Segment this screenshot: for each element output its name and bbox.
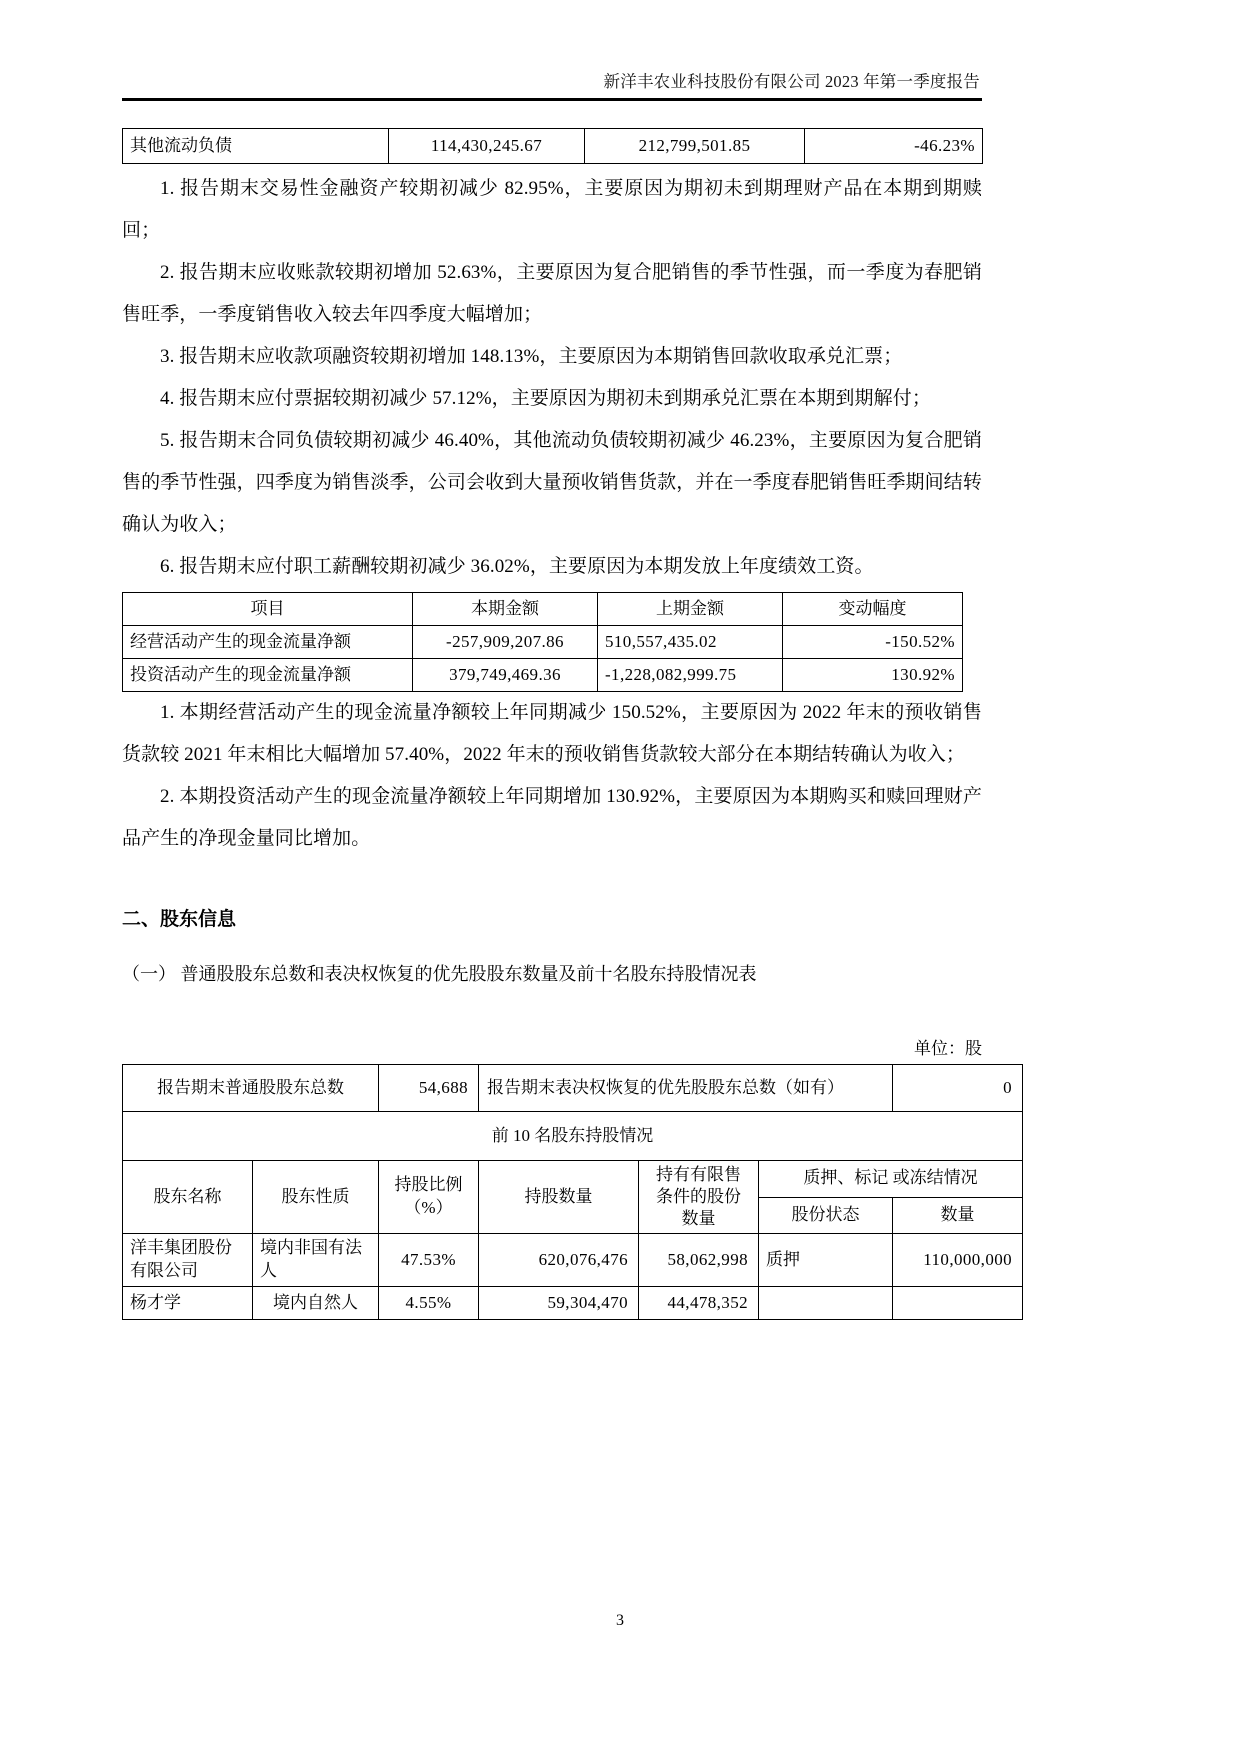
cashflow-note-2: 2. 本期投资活动产生的现金流量净额较上年同期增加 130.92%，主要原因为本期购买和赎回理财产品产生的净现金量同比增加。 bbox=[122, 786, 982, 849]
header-restricted-shares bbox=[639, 1161, 759, 1234]
cell-name-line2: 有限公司 bbox=[130, 1261, 198, 1281]
cell-previous-amount: 510,557,435.02 bbox=[598, 626, 783, 659]
header-change-rate: 变动幅度 bbox=[783, 593, 963, 626]
cell-nature-line2: 人 bbox=[260, 1261, 277, 1281]
spacer bbox=[122, 940, 982, 954]
header-holding-ratio-line1: 持股比例 bbox=[394, 1175, 463, 1195]
cell-holding-quantity: 620,076,476 bbox=[479, 1234, 639, 1287]
cell-shareholder-nature bbox=[253, 1234, 379, 1287]
subsection-heading: （一） 普通股股东总数和表决权恢复的优先股股东数量及前十名股东持股情况表 bbox=[122, 964, 757, 984]
cell-item: 经营活动产生的现金流量净额 bbox=[123, 626, 413, 659]
cell-share-status bbox=[759, 1287, 893, 1320]
cell-change-rate: -46.23% bbox=[805, 129, 983, 164]
cell-shareholder-name bbox=[123, 1234, 253, 1287]
spacer bbox=[122, 994, 982, 1034]
value-common-shareholders: 54,688 bbox=[379, 1065, 479, 1112]
value-preferred-shareholders: 0 bbox=[893, 1065, 1023, 1112]
header-holding-ratio bbox=[379, 1161, 479, 1234]
cell-share-status: 质押 bbox=[759, 1234, 893, 1287]
header-pledge-amount: 数量 bbox=[893, 1197, 1023, 1234]
header-divider bbox=[122, 98, 982, 101]
label-preferred-shareholders: 报告期末表决权恢复的优先股股东总数（如有） bbox=[479, 1065, 893, 1112]
table-header-row bbox=[123, 593, 963, 626]
cell-previous-amount: -1,228,082,999.75 bbox=[598, 659, 783, 692]
cell-change-rate: 130.92% bbox=[783, 659, 963, 692]
cell-holding-ratio: 4.55% bbox=[379, 1287, 479, 1320]
cell-pledge-amount bbox=[893, 1287, 1023, 1320]
cell-item: 其他流动负债 bbox=[123, 129, 389, 164]
header-holding-quantity: 持股数量 bbox=[479, 1161, 639, 1234]
cell-nature-line1: 境内非国有法 bbox=[260, 1238, 362, 1258]
cell-restricted-shares: 44,478,352 bbox=[639, 1287, 759, 1320]
cashflow-notes-block bbox=[122, 692, 982, 860]
balance-note-4: 4. 报告期末应付票据较期初减少 57.12%，主要原因为期初未到期承兑汇票在本期到期解付； bbox=[160, 388, 931, 409]
cell-shareholder-name: 杨才学 bbox=[123, 1287, 253, 1320]
header-restricted-line3: 数量 bbox=[681, 1209, 716, 1229]
cell-name-line1: 洋丰集团股份 bbox=[130, 1238, 232, 1258]
cell-previous-amount: 212,799,501.85 bbox=[585, 129, 805, 164]
header-item: 项目 bbox=[123, 593, 413, 626]
top10-title-row bbox=[123, 1112, 1023, 1161]
label-common-shareholders: 报告期末普通股股东总数 bbox=[123, 1065, 379, 1112]
cell-current-amount: -257,909,207.86 bbox=[413, 626, 598, 659]
header-share-status: 股份状态 bbox=[759, 1197, 893, 1234]
balance-note-3: 3. 报告期末应收款项融资较期初增加 148.13%，主要原因为本期销售回款收取承兑汇票； bbox=[160, 346, 903, 367]
shareholder-summary-row bbox=[123, 1065, 1023, 1112]
table-row bbox=[123, 1287, 1023, 1320]
continued-balance-table bbox=[122, 128, 983, 164]
unit-note: 单位：股 bbox=[914, 1039, 982, 1058]
top10-title: 前 10 名股东持股情况 bbox=[123, 1112, 1023, 1161]
cell-holding-ratio: 47.53% bbox=[379, 1234, 479, 1287]
table-row bbox=[123, 129, 983, 164]
cashflow-note-1: 1. 本期经营活动产生的现金流量净额较上年同期减少 150.52%，主要原因为 2022 年末的预收销售货款较 2021 年末相比大幅增加 57.40%，2022 年末的预收销售货款较大部分在本期结转确认为收入； bbox=[122, 702, 982, 765]
table-row bbox=[123, 626, 963, 659]
spacer bbox=[122, 860, 982, 900]
cell-shareholder-nature: 境内自然人 bbox=[253, 1287, 379, 1320]
shareholder-header-row-1 bbox=[123, 1161, 1023, 1198]
header-restricted-line1: 持有有限售 bbox=[656, 1165, 741, 1184]
cell-pledge-amount: 110,000,000 bbox=[893, 1234, 1023, 1287]
table-row bbox=[123, 1234, 1023, 1287]
header-previous-amount: 上期金额 bbox=[598, 593, 783, 626]
header-shareholder-name: 股东名称 bbox=[123, 1161, 253, 1234]
page-content bbox=[122, 128, 1013, 1320]
header-current-amount: 本期金额 bbox=[413, 593, 598, 626]
balance-notes-block bbox=[122, 168, 982, 588]
page-number: 3 bbox=[616, 1612, 624, 1629]
section-heading-shareholder-info: 二、股东信息 bbox=[122, 909, 237, 930]
cell-current-amount: 379,749,469.36 bbox=[413, 659, 598, 692]
balance-note-1: 1. 报告期末交易性金融资产较期初减少 82.95%，主要原因为期初未到期理财产品在本期到期赎回； bbox=[122, 178, 982, 241]
table-row bbox=[123, 659, 963, 692]
cell-current-amount: 114,430,245.67 bbox=[389, 129, 585, 164]
cell-restricted-shares: 58,062,998 bbox=[639, 1234, 759, 1287]
cell-holding-quantity: 59,304,470 bbox=[479, 1287, 639, 1320]
cell-change-rate: -150.52% bbox=[783, 626, 963, 659]
page-header bbox=[122, 72, 982, 101]
header-shareholder-nature: 股东性质 bbox=[253, 1161, 379, 1234]
header-restricted-line2: 条件的股份 bbox=[656, 1187, 741, 1207]
header-pledge-group: 质押、标记 或冻结情况 bbox=[759, 1161, 1023, 1198]
cell-item: 投资活动产生的现金流量净额 bbox=[123, 659, 413, 692]
balance-note-2: 2. 报告期末应收账款较期初增加 52.63%，主要原因为复合肥销售的季节性强，而一季度为春肥销售旺季，一季度销售收入较去年四季度大幅增加； bbox=[122, 262, 982, 325]
header-title: 新洋丰农业科技股份有限公司 2023 年第一季度报告 bbox=[603, 72, 980, 91]
cashflow-table bbox=[122, 592, 963, 692]
shareholder-table bbox=[122, 1064, 1023, 1320]
balance-note-5: 5. 报告期末合同负债较期初减少 46.40%，其他流动负债较期初减少 46.23%，主要原因为复合肥销售的季节性强，四季度为销售淡季，公司会收到大量预收销售货款，并在一季度春肥销售旺季期间结转确认为收入； bbox=[122, 430, 982, 535]
balance-note-6: 6. 报告期末应付职工薪酬较期初减少 36.02%，主要原因为本期发放上年度绩效工资。 bbox=[160, 556, 874, 577]
header-holding-ratio-line2: （%） bbox=[404, 1198, 453, 1218]
